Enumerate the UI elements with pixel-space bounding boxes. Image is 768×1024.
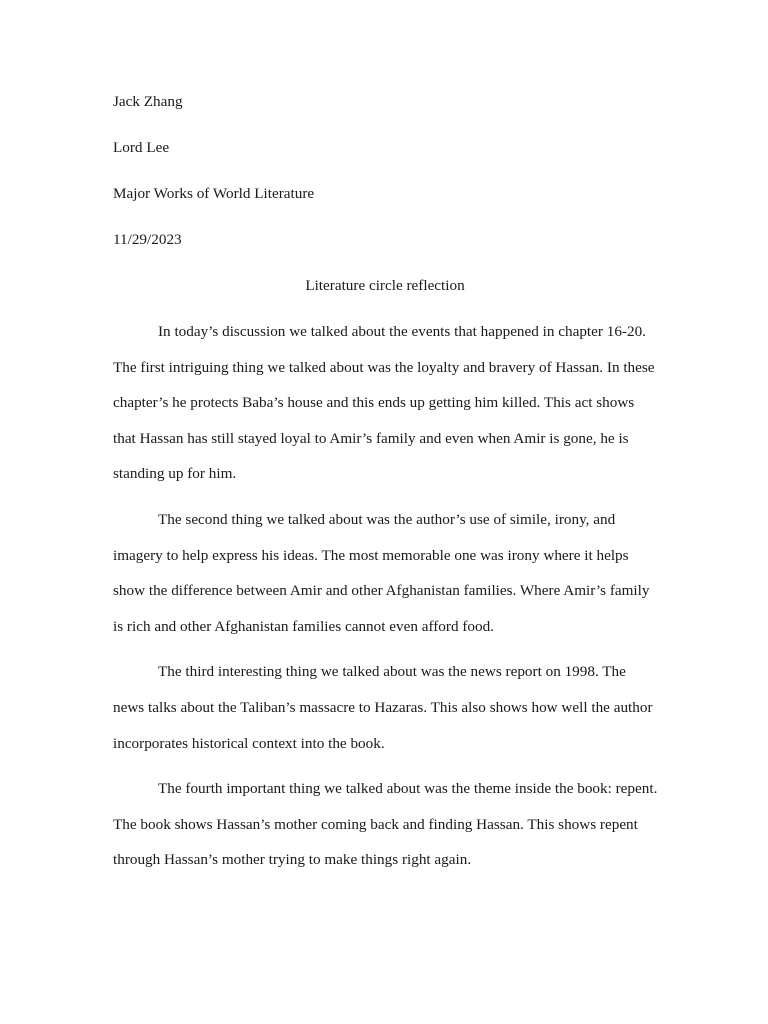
paragraph-line: In today’s discussion we talked about the events that happened in chapter 16-20.: [158, 323, 646, 340]
paragraph-line: The third interesting thing we talked about was the news report on 1998. The: [158, 663, 626, 681]
paragraph-4: [113, 771, 657, 878]
paragraph-line: The second thing we talked about was the author’s use of simile, irony, and: [158, 510, 616, 528]
paragraph-line: imagery to help express his ideas. The most memorable one was irony where it helps: [113, 546, 629, 564]
teacher-name: Lord Lee: [113, 139, 170, 156]
paragraph-line: news talks about the Taliban’s massacre to Hazaras. This also shows how well the author: [113, 698, 653, 716]
paragraph-line: The fourth important thing we talked about was the theme inside the book: repent.: [158, 780, 658, 798]
paragraph-2: [113, 502, 657, 644]
paragraph-line: that Hassan has still stayed loyal to Amir’s family and even when Amir is gone, he is: [113, 429, 629, 447]
document-title: Literature circle reflection: [305, 277, 465, 294]
paragraph-3: [113, 654, 657, 761]
student-name: Jack Zhang: [113, 93, 183, 110]
paragraph-line: incorporates historical context into the book.: [113, 734, 385, 752]
course-name: Major Works of World Literature: [113, 185, 315, 202]
paragraph-1: [113, 314, 657, 492]
paragraph-line: show the difference between Amir and other Afghanistan families. Where Amir’s family: [113, 582, 650, 600]
paragraph-line: chapter’s he protects Baba’s house and this ends up getting him killed. This act shows: [113, 394, 635, 412]
paragraph-line: through Hassan’s mother trying to make things right again.: [113, 851, 472, 869]
date: 11/29/2023: [113, 231, 182, 248]
paragraph-line: is rich and other Afghanistan families cannot even afford food.: [113, 617, 494, 635]
document-body: [113, 90, 657, 894]
paragraph-line: The first intriguing thing we talked about was the loyalty and bravery of Hassan. In these: [113, 358, 655, 376]
paragraph-line: standing up for him.: [113, 465, 237, 483]
paragraph-line: The book shows Hassan’s mother coming back and finding Hassan. This shows repent: [113, 815, 638, 833]
